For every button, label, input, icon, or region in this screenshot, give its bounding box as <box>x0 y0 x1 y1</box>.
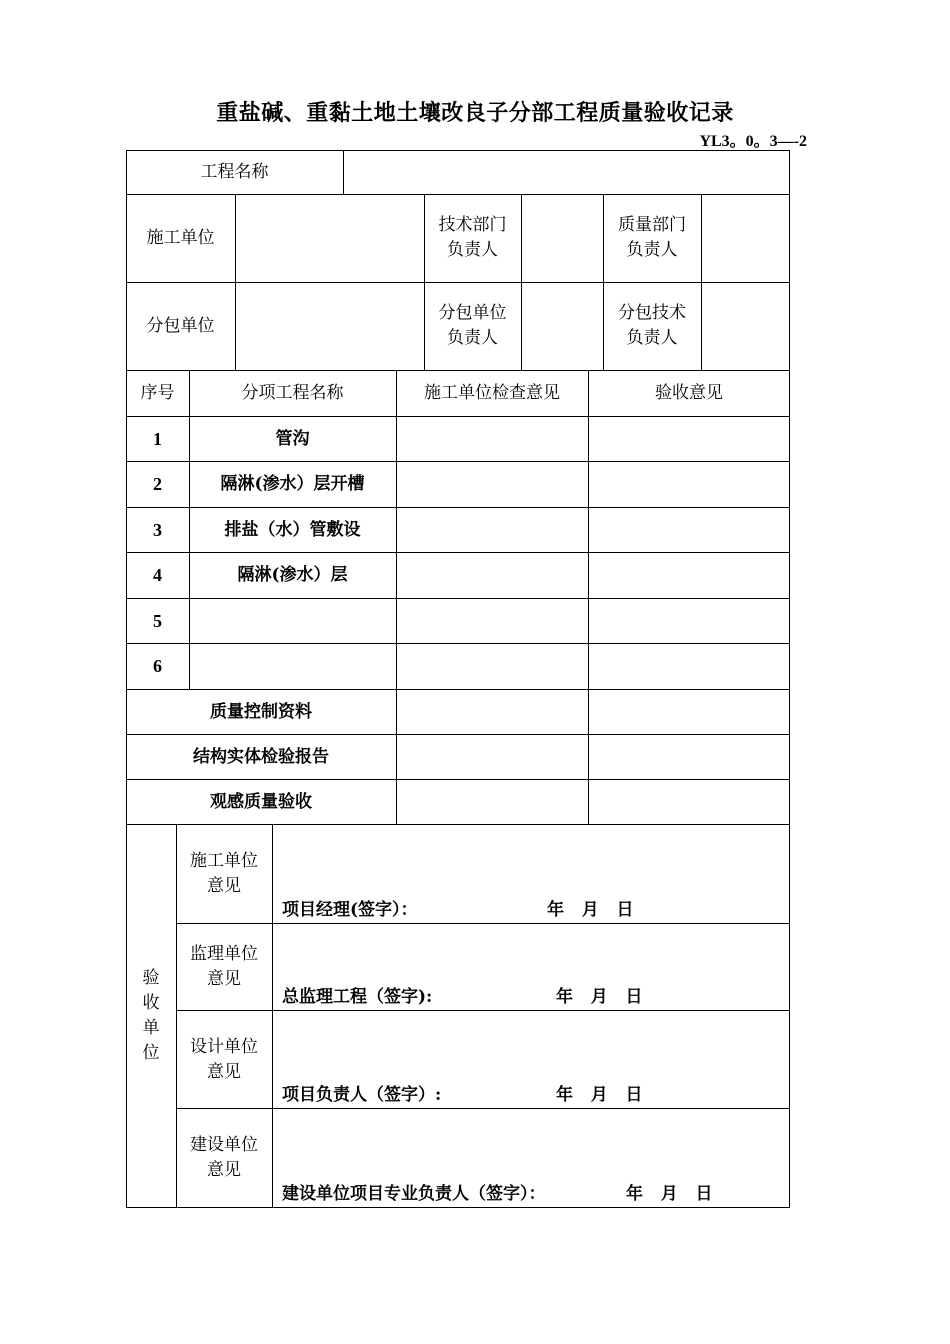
grid-line <box>176 1010 790 1011</box>
project-manager-signature[interactable]: 项目经理(签字）： <box>282 900 418 920</box>
subcontract-tech-label: 分包技术 <box>618 303 686 323</box>
subcontract-unit-label: 分包单位 <box>146 316 215 336</box>
row-no: 3 <box>153 520 162 540</box>
row-item-name: 排盐（水）管敷设 <box>224 520 361 540</box>
row-no: 1 <box>153 429 162 449</box>
design-unit-opinion-label: 意见 <box>207 1062 241 1082</box>
form-code: YL3。0。3—-2 <box>699 133 807 150</box>
header-acceptance-opinion: 验收意见 <box>655 383 723 403</box>
supervision-unit-opinion-label: 意见 <box>207 969 241 989</box>
grid-line <box>126 507 790 508</box>
signature-date[interactable]: 年 月 日 <box>547 900 634 920</box>
acceptance-units-label: 单 <box>142 1018 160 1038</box>
tech-dept-label: 技术部门 <box>438 215 507 235</box>
header-item-name: 分项工程名称 <box>241 383 344 403</box>
subcontract-tech-label: 负责人 <box>626 328 678 348</box>
row-no: 5 <box>153 611 162 631</box>
quality-dept-label: 质量部门 <box>618 215 686 235</box>
subcontract-head-label: 分包单位 <box>438 303 507 323</box>
acceptance-units-label: 验 <box>142 968 160 988</box>
supervision-unit-opinion-label: 监理单位 <box>190 944 258 964</box>
owner-unit-opinion-label: 意见 <box>207 1160 241 1180</box>
subcontract-head-label: 负责人 <box>447 328 498 348</box>
grid-line <box>126 598 790 599</box>
header-check-opinion: 施工单位检查意见 <box>424 383 560 403</box>
grid-line <box>126 824 790 825</box>
project-name-label: 工程名称 <box>200 162 269 182</box>
page-title: 重盐碱、重黏土地土壤改良子分部工程质量验收记录 <box>216 100 734 126</box>
grid-line <box>176 1108 790 1109</box>
row-item-name: 隔淋(渗水）层开槽 <box>220 474 365 494</box>
signature-date[interactable]: 年 月 日 <box>556 987 643 1007</box>
grid-line <box>521 194 522 370</box>
grid-line <box>126 282 790 283</box>
grid-line <box>126 416 790 417</box>
grid-line <box>126 370 790 371</box>
grid-line <box>126 734 790 735</box>
visual-quality-acceptance-label: 观感质量验收 <box>210 792 312 812</box>
grid-line <box>126 552 790 553</box>
structure-inspection-report-label: 结构实体检验报告 <box>193 747 329 767</box>
construction-unit-label: 施工单位 <box>146 228 215 248</box>
grid-line <box>176 923 790 924</box>
signature-date[interactable]: 年 月 日 <box>626 1184 713 1204</box>
grid-line <box>126 461 790 462</box>
quality-dept-label: 负责人 <box>626 240 678 260</box>
row-no: 4 <box>153 565 162 585</box>
row-no: 2 <box>153 474 162 494</box>
row-item-name: 隔淋(渗水）层 <box>237 565 348 585</box>
quality-control-data-label: 质量控制资料 <box>210 702 312 722</box>
row-no: 6 <box>153 656 162 676</box>
design-unit-opinion-label: 设计单位 <box>190 1037 258 1057</box>
grid-line <box>701 194 702 370</box>
grid-line <box>235 194 236 370</box>
grid-line <box>126 689 790 690</box>
project-name-field[interactable] <box>350 160 780 185</box>
grid-line <box>588 370 589 824</box>
grid-line <box>126 643 790 644</box>
grid-line <box>343 150 344 194</box>
acceptance-units-label: 位 <box>142 1043 160 1063</box>
construction-unit-opinion-label: 施工单位 <box>190 851 258 871</box>
header-no: 序号 <box>140 383 175 403</box>
owner-unit-opinion-label: 建设单位 <box>190 1135 258 1155</box>
grid-line <box>272 824 273 1208</box>
acceptance-units-label: 收 <box>142 993 160 1013</box>
project-leader-signature[interactable]: 项目负责人（签字）: <box>282 1085 442 1105</box>
signature-date[interactable]: 年 月 日 <box>556 1085 643 1105</box>
chief-supervisor-signature[interactable]: 总监理工程（签字): <box>282 987 433 1007</box>
grid-line <box>396 370 397 824</box>
tech-dept-label: 负责人 <box>447 240 498 260</box>
owner-professional-leader-signature[interactable]: 建设单位项目专业负责人（签字）： <box>282 1184 546 1204</box>
row-item-name: 管沟 <box>275 429 310 449</box>
construction-unit-opinion-label: 意见 <box>207 876 241 896</box>
grid-line <box>126 779 790 780</box>
grid-line <box>126 194 790 195</box>
